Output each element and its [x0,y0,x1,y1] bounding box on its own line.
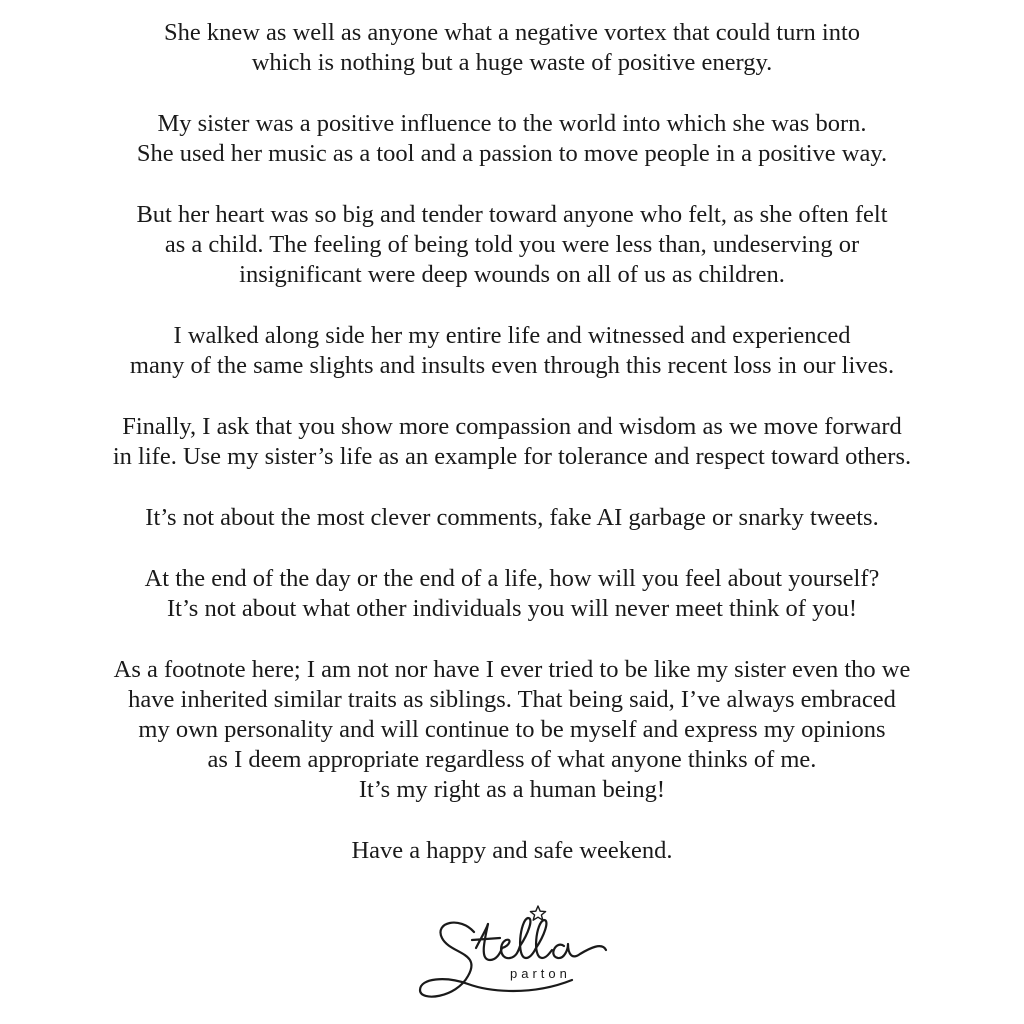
text-line: At the end of the day or the end of a life, how will you feel about yourself? [144,565,880,592]
closing-line [0,836,1024,866]
star-icon [530,906,545,920]
paragraph [0,655,1024,805]
text-line: It’s my right as a human being! [358,776,666,803]
paragraph [0,503,1024,533]
text-line: As a footnote here; I am not nor have I ever tried to be like my sister even tho we [113,656,911,683]
paragraph [0,412,1024,472]
text-line: My sister was a positive influence to the world into which she was born. [157,110,867,137]
paragraph [0,109,1024,169]
text-line: my own personality and will continue to be myself and express my opinions [138,716,886,743]
paragraph [0,200,1024,290]
paragraph [0,564,1024,624]
text-line: Have a happy and safe weekend. [351,837,673,864]
text-line: as I deem appropriate regardless of what anyone thinks of me. [207,746,817,773]
paragraph [0,18,1024,78]
signature-script [412,902,612,1017]
text-line: But her heart was so big and tender toward anyone who felt, as she often felt [136,201,888,228]
text-line: as a child. The feeling of being told you were less than, undeserving or [164,231,860,258]
signature-surname: parton [510,966,571,981]
signature [412,902,612,1017]
letter-body [0,18,1024,897]
paragraph [0,321,1024,381]
text-line: Finally, I ask that you show more compassion and wisdom as we move forward [122,413,902,440]
text-line: I walked along side her my entire life and witnessed and experienced [173,322,851,349]
text-line: It’s not about the most clever comments, fake AI garbage or snarky tweets. [145,504,879,531]
text-line: many of the same slights and insults even through this recent loss in our lives. [129,352,895,379]
text-line: which is nothing but a huge waste of positive energy. [251,49,773,76]
text-line: have inherited similar traits as siblings. That being said, I’ve always embraced [128,686,896,713]
text-line: She knew as well as anyone what a negative vortex that could turn into [163,19,860,46]
text-line: in life. Use my sister’s life as an example for tolerance and respect toward others. [112,443,912,470]
text-line: insignificant were deep wounds on all of us as children. [239,261,785,288]
text-line: She used her music as a tool and a passion to move people in a positive way. [136,140,888,167]
text-line: It’s not about what other individuals you will never meet think of you! [167,595,857,622]
